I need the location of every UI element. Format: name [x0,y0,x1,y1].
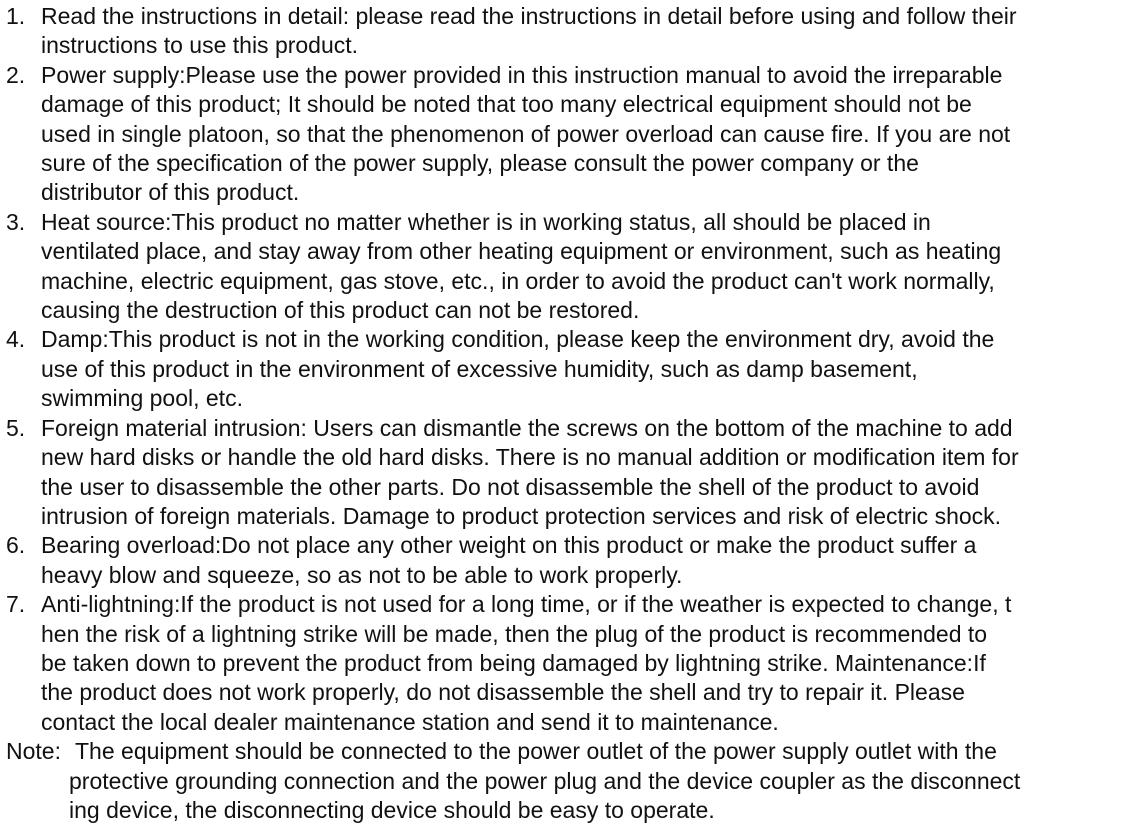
item-text: Foreign material intrusion: Users can dismantle the screws on the bottom of the machine to add new hard disks or handle the old hard disks. There is no manual addition or modification item for the user to disassemble the other parts. Do not disassemble the shell of the product to avoid intrusion of foreign materials. Damage to product protection services and risk of electric shock. [41,414,1019,529]
item-number: 5. [6,414,26,441]
item-text: Damp:This product is not in the working condition, please keep the environment dry, avoid the use of this product in the environment of excessive humidity, such as damp basement, swimming pool, etc. [41,326,995,412]
instruction-item-6 [0,531,1128,590]
item-number: 4. [6,326,26,353]
instruction-item-7 [0,590,1128,737]
instruction-item-4 [0,325,1128,413]
item-number: 3. [6,208,26,235]
note-block [0,737,1128,825]
instruction-item-5 [0,414,1128,532]
item-text: Anti-lightning:If the product is not used for a long time, or if the weather is expected to change, t hen the risk of a lightning strike will be made, then the plug of the product is recommended to be taken down to prevent the product from being damaged by lightning strike. Maintenance:If the product does not work properly, do not disassemble the shell and try to repair it. Please contact the local dealer maintenance station and send it to maintenance. [41,591,1012,735]
item-text: Read the instructions in detail: please read the instructions in detail before using and follow their instructions to use this product. [41,3,1017,59]
instruction-item-2 [0,61,1128,208]
item-number: 1. [6,3,26,29]
item-number: 6. [6,532,26,559]
item-number: 2. [6,61,26,88]
instructions-list [0,2,1128,825]
instruction-item-1 [0,2,1128,61]
note-text: The equipment should be connected to the power outlet of the power supply outlet with the protective grounding connection and the power plug and the device coupler as the disconnect ing device, the disconnecting device should be easy to operate. [69,738,1021,823]
item-number: 7. [6,591,26,618]
instruction-item-3 [0,208,1128,326]
item-text: Heat source:This product no matter whether is in working status, all should be placed in ventilated place, and stay away from other heating equipment or environment, such as heating machine, electric equipment, gas stove, etc., in order to avoid the product can't work normally, causing the destruction of this product can not be restored. [41,208,1002,324]
item-text: Bearing overload:Do not place any other weight on this product or make the product suffer a heavy blow and squeeze, so as not to be able to work properly. [41,532,977,588]
note-label: Note: [6,738,61,765]
item-text: Power supply:Please use the power provided in this instruction manual to avoid the irreparable damage of this product; It should be noted that too many electrical equipment should not be used in single platoon, so that the phenomenon of power overload can cause fire. If you are not sure of the specification of the power supply, please consult the power company or the distributor of this product. [41,61,1011,206]
